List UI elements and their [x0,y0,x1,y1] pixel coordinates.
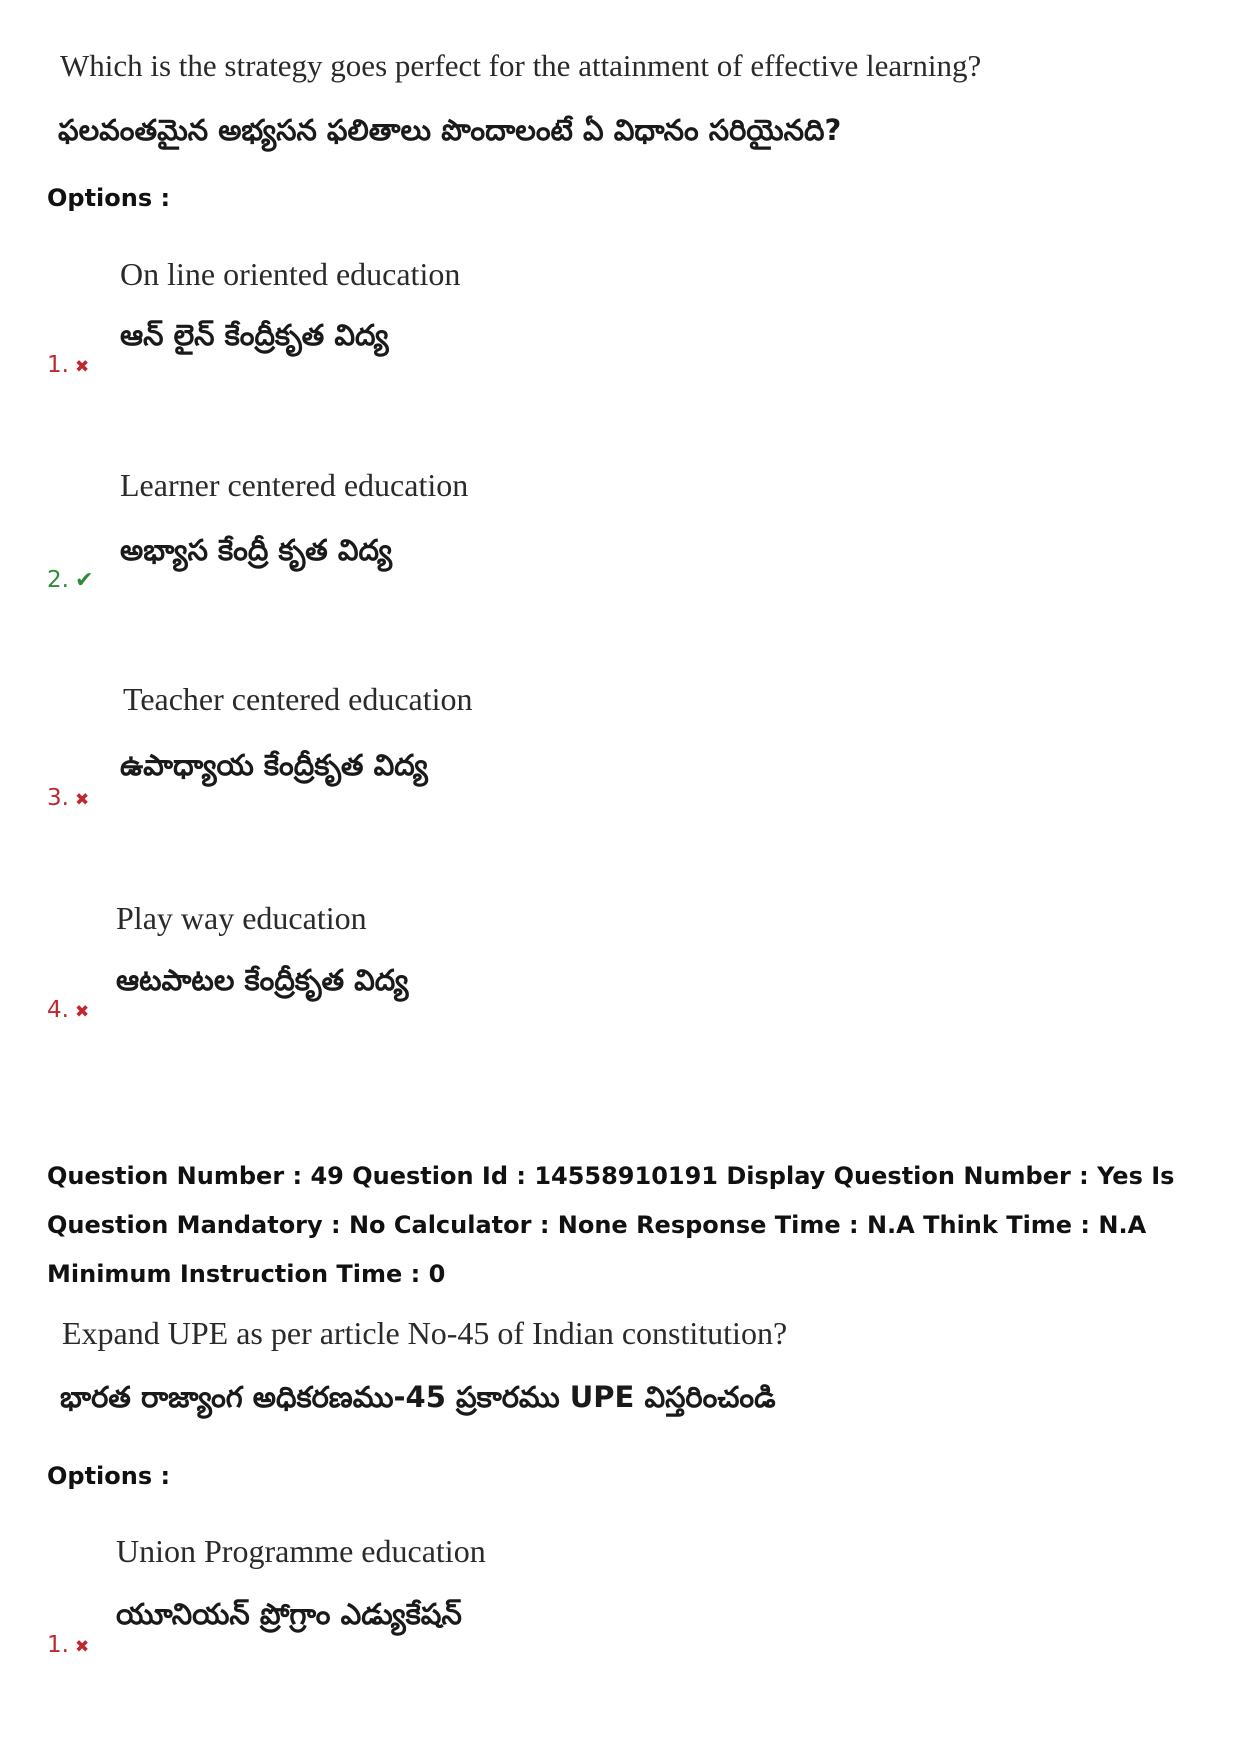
q49-option-1-text-telugu: యూనియన్ ప్రోగ్రాం ఎడ్యుకేషన్ [116,1597,462,1631]
q49-option-1-text-english: Union Programme education [116,1533,486,1569]
option-number: 4. [47,997,69,1023]
option-1-text-english: On line oriented education [120,256,461,292]
option-3-text-english: Teacher centered education [123,681,473,717]
options-label: Options : [47,184,171,212]
option-number: 3. [47,785,69,811]
option-number: 1. [47,1632,69,1658]
option-4-indicator [47,997,89,1023]
option-2-text-telugu: అభ్యాస కేంద్రీ కృత విద్య [120,533,393,567]
options-label: Options : [47,1462,171,1490]
question-48-text-telugu: ఫలవంతమైన అభ్యసన ఫలితాలు పొందాలంటే ఏ విధానం సరియైనది? [58,113,842,147]
option-4-text-telugu: ఆటపాటల కేంద్రీకృత విద్య [116,963,409,997]
question-48-text-english: Which is the strategy goes perfect for the attainment of effective learning? [60,48,982,83]
cross-icon: ✖ [74,357,90,377]
checkmark-icon: ✔ [74,568,94,593]
option-number: 1. [47,352,69,378]
option-1-indicator [47,352,89,378]
q49-option-1-indicator [47,1632,89,1658]
option-4-text-english: Play way education [116,900,367,936]
cross-icon: ✖ [74,1002,90,1022]
cross-icon: ✖ [74,790,90,810]
option-3-indicator [47,785,89,811]
option-3-text-telugu: ఉపాధ్యాయ కేంద్రీకృత విద్య [120,748,428,782]
cross-icon: ✖ [74,1637,90,1657]
option-number: 2. [47,567,69,593]
question-49-metadata: Question Number : 49 Question Id : 14558910191 Display Question Number : Yes Is Question Mandatory : No Calculator : None Response Time : N.A Think Time : N.A Minimum Instruction Time : 0 [47,1162,1175,1288]
option-1-text-telugu: ఆన్ లైన్ కేంద్రీకృత విద్య [120,318,389,352]
question-49-text-telugu: భారత రాజ్యాంగ అధికరణము-45 ప్రకారము UPE విస్తరించండి [60,1380,776,1414]
option-2-text-english: Learner centered education [120,467,469,503]
question-49-text-english: Expand UPE as per article No-45 of Indian constitution? [62,1315,788,1351]
option-2-indicator [47,567,93,593]
